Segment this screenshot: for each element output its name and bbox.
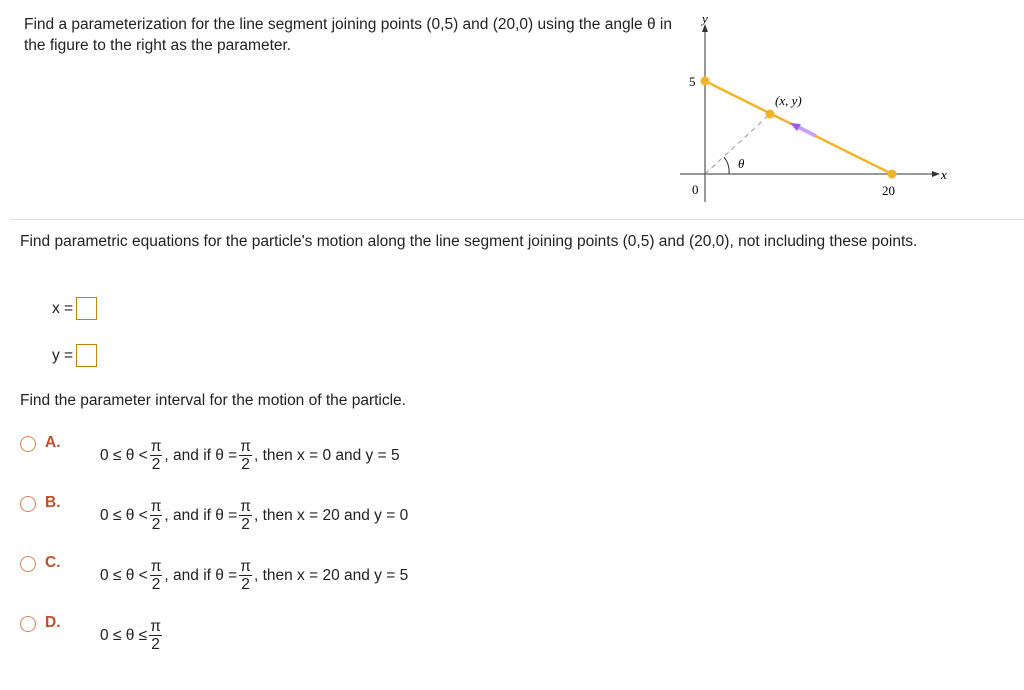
denominator: 2 [151,456,161,473]
y-tick-label: 5 [689,74,696,89]
point-label: (x, y) [775,93,802,108]
result: , then x = 0 and y = 5 [253,446,400,464]
fraction [239,438,252,473]
fraction [149,618,162,653]
angle-arc [724,157,729,174]
radio-c[interactable] [20,556,36,572]
result: , then x = 20 and y = 0 [253,506,409,524]
option-letter: D. [45,614,61,631]
question-parametric-equations: Find parametric equations for the particle's motion along the line segment joining points (0,5) and (20,0), not including these points. [20,233,918,250]
option-a[interactable] [20,434,520,484]
numerator: π [150,558,162,575]
denominator: 2 [151,576,161,593]
denominator: 2 [241,576,250,593]
numerator: π [150,618,161,635]
denominator: 2 [151,636,160,653]
point-20-0 [888,170,897,179]
fraction [150,498,163,533]
x-equation [52,297,97,320]
y-equation [52,344,97,367]
x-tick-label: 20 [882,183,895,198]
numerator: π [240,498,251,515]
numerator: π [240,438,251,455]
inequality: 0 ≤ θ ≤ [100,626,148,644]
inequality: 0 ≤ θ < [100,506,148,524]
numerator: π [150,498,162,515]
line-segment-figure [680,10,950,210]
radio-d[interactable] [20,616,36,632]
fraction [150,438,163,473]
denominator: 2 [241,516,250,533]
angle-label: θ [738,156,745,171]
numerator: π [240,558,251,575]
point-x-y [766,110,775,119]
fraction [150,558,163,593]
option-d[interactable] [20,614,520,664]
x-answer-input[interactable] [76,297,97,320]
fraction [239,498,252,533]
inequality: 0 ≤ θ < [100,446,148,464]
x-axis-arrow-icon [932,171,940,177]
option-letter: A. [45,434,61,451]
condition: , and if θ = [164,446,238,464]
option-letter: C. [45,554,61,571]
x-axis-label: x [941,167,947,182]
option-c[interactable] [20,554,520,604]
y-answer-input[interactable] [76,344,97,367]
fraction [239,558,252,593]
x-label: x = [52,299,74,317]
point-0-5 [701,77,710,86]
y-label: y = [52,346,74,364]
radio-a[interactable] [20,436,36,452]
denominator: 2 [151,516,161,533]
numerator: π [150,438,162,455]
radio-b[interactable] [20,496,36,512]
divider [10,219,1024,220]
condition: , and if θ = [164,506,238,524]
origin-label: 0 [692,182,699,197]
question-parameterization: Find a parameterization for the line segment joining points (0,5) and (20,0) using the angle θ in the figure to the right as the parameter. [24,16,672,54]
result: , then x = 20 and y = 5 [253,566,409,584]
option-b[interactable] [20,494,520,544]
denominator: 2 [241,456,250,473]
question-parameter-interval: Find the parameter interval for the motion of the particle. [20,392,406,409]
option-letter: B. [45,494,61,511]
condition: , and if θ = [164,566,238,584]
y-axis-label: y [702,11,708,26]
inequality: 0 ≤ θ < [100,566,148,584]
